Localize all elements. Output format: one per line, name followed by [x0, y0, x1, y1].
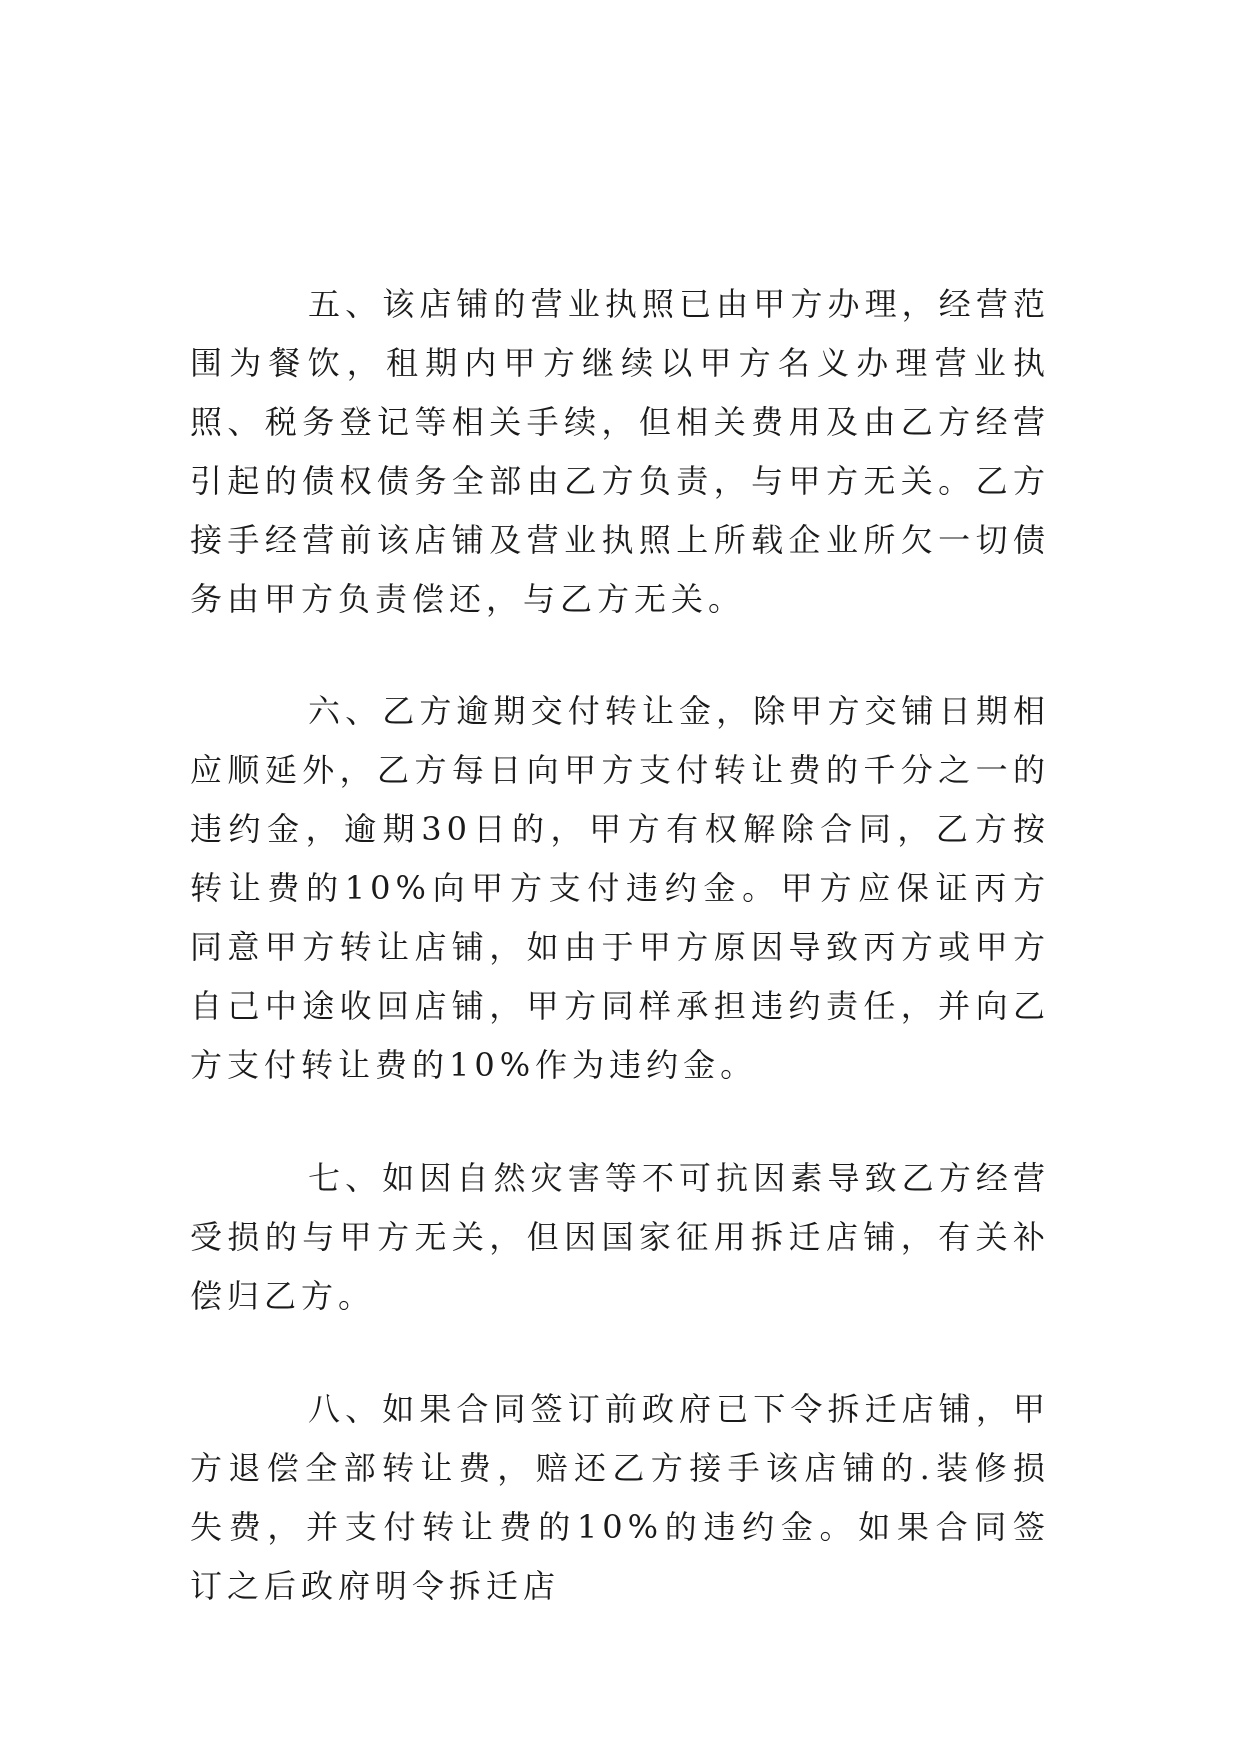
clause-7-paragraph: 七、如因自然灾害等不可抗因素导致乙方经营受损的与甲方无关，但因国家征用拆迁店铺，有关补偿归乙方。 — [190, 1159, 1050, 1315]
clause-8-paragraph: 八、如果合同签订前政府已下令拆迁店铺，甲方退偿全部转让费，赔还乙方接手该店铺的.装修损失费，并支付转让费的10%的违约金。如果合同签订之后政府明令拆迁店 — [190, 1390, 1050, 1605]
clause-5-paragraph: 五、该店铺的营业执照已由甲方办理，经营范围为餐饮，租期内甲方继续以甲方名义办理营业执照、税务登记等相关手续，但相关费用及由乙方经营引起的债权债务全部由乙方负责，与甲方无关。乙方接手经营前该店铺及营业执照上所载企业所欠一切债务由甲方负责偿还，与乙方无关。 — [190, 285, 1050, 618]
clause-6-paragraph: 六、乙方逾期交付转让金，除甲方交铺日期相应顺延外，乙方每日向甲方支付转让费的千分之一的违约金，逾期30日的，甲方有权解除合同，乙方按转让费的10%向甲方支付违约金。甲方应保证丙方同意甲方转让店铺，如由于甲方原因导致丙方或甲方自己中途收回店铺，甲方同样承担违约责任，并向乙方支付转让费的10%作为违约金。 — [190, 692, 1050, 1084]
